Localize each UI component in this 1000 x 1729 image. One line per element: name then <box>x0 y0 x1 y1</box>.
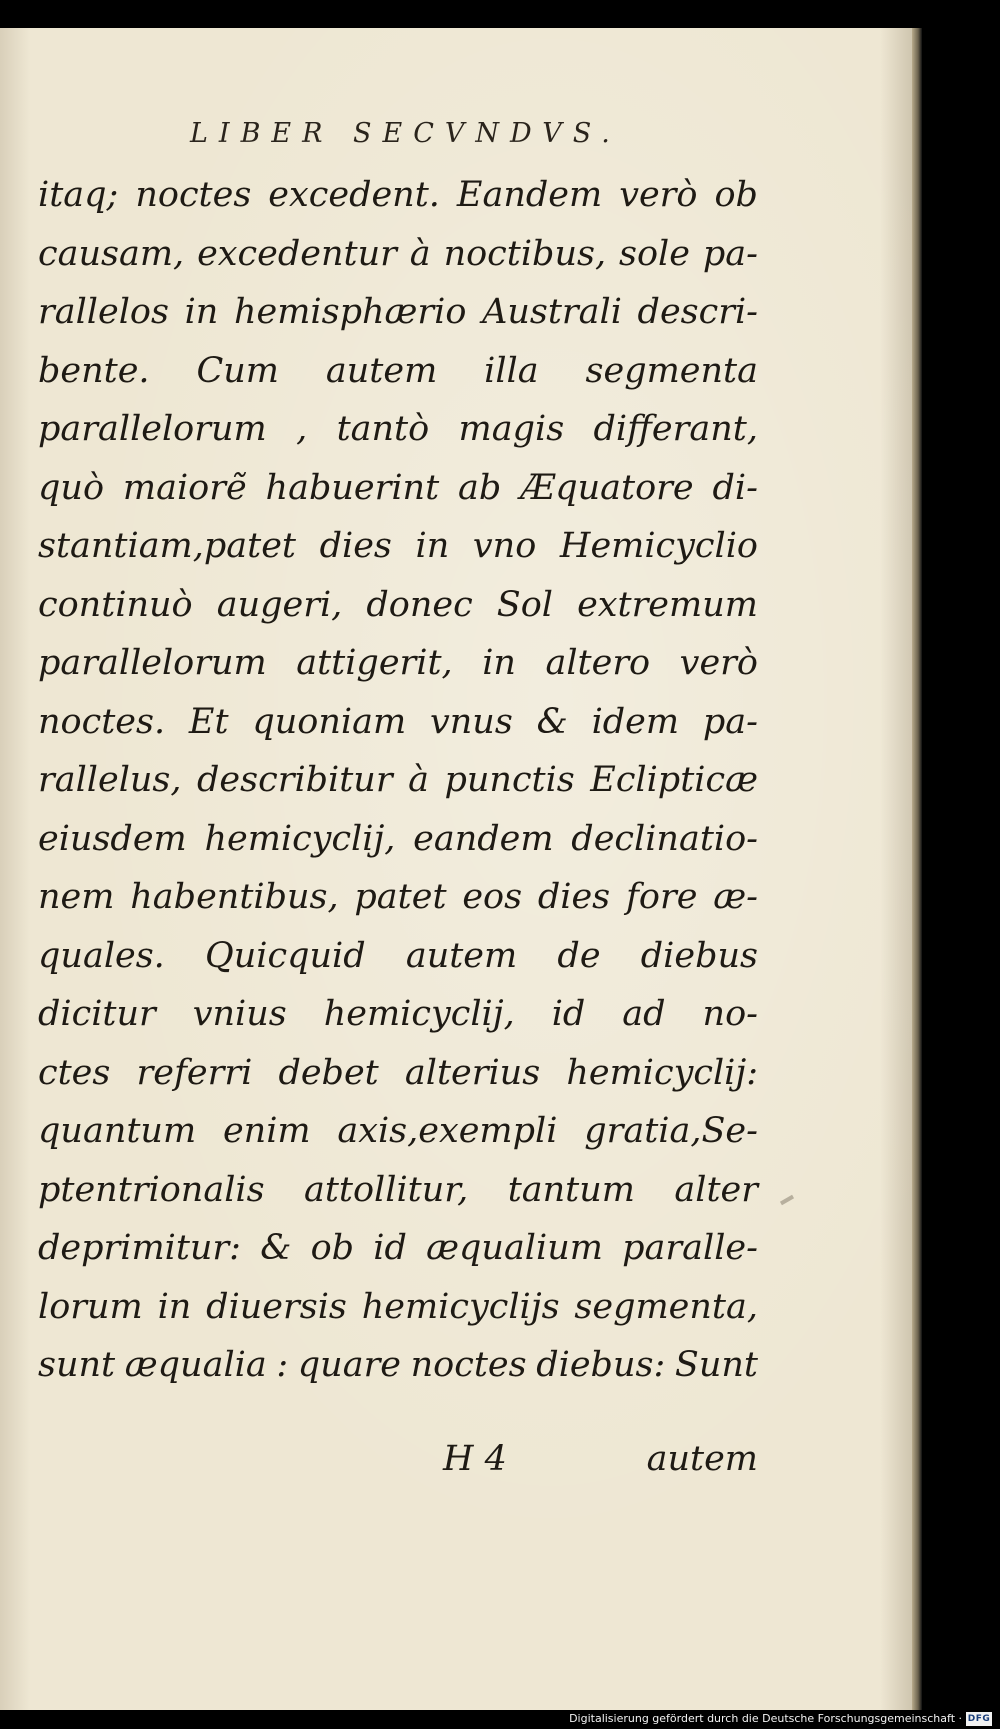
text-word: diebus: <box>536 1345 666 1385</box>
text-word: parallelorum <box>38 643 267 683</box>
text-word: tantò <box>336 409 430 449</box>
text-word: ab <box>458 467 502 508</box>
text-word: Hemicyclio <box>559 526 758 566</box>
text-word: dies <box>319 526 392 566</box>
text-word: Sol <box>496 584 553 625</box>
text-word: id <box>373 1228 407 1268</box>
text-word: punctis <box>444 760 575 800</box>
text-word: in <box>482 643 516 683</box>
text-word: Australi <box>482 292 622 332</box>
text-word: parallelorum <box>38 409 267 449</box>
text-word: ob <box>310 1228 355 1268</box>
text-line <box>38 1044 758 1103</box>
text-word: diuersis <box>206 1286 347 1327</box>
text-word: alterius <box>404 1052 541 1093</box>
text-line <box>38 459 758 518</box>
text-word: vnius <box>192 994 287 1034</box>
text-word: diebus <box>640 935 758 976</box>
text-word: id <box>551 994 586 1034</box>
text-word: vno <box>472 526 537 566</box>
text-word: quoniam <box>252 701 407 742</box>
text-word: enim <box>222 1111 311 1151</box>
text-word: à <box>409 233 431 274</box>
text-line <box>38 1161 758 1220</box>
text-line <box>38 693 758 752</box>
text-line <box>38 1336 758 1395</box>
text-word: : <box>276 1345 289 1385</box>
text-line <box>38 810 758 869</box>
text-word: causam, <box>38 233 185 274</box>
text-word: rallelus, <box>38 760 182 800</box>
text-word: æqualium <box>426 1228 603 1268</box>
text-word: extremum <box>577 584 758 625</box>
text-word: habentibus, <box>130 877 339 917</box>
text-word: ad <box>622 994 666 1034</box>
body-text <box>38 166 758 1395</box>
text-word: dicitur <box>38 994 156 1034</box>
text-word: descri- <box>637 292 758 332</box>
text-word: axis,exempli <box>337 1111 558 1151</box>
text-word: sunt <box>38 1345 116 1385</box>
dfg-logo-icon: DFG <box>967 1714 991 1724</box>
text-word: deprimitur: <box>38 1228 241 1268</box>
text-line <box>38 576 758 635</box>
text-word: maiorẽ <box>122 467 247 508</box>
ink-smudge <box>780 1195 794 1205</box>
text-word: Eclipticæ <box>590 760 758 800</box>
text-line <box>38 517 758 576</box>
text-word: autem <box>405 935 518 976</box>
text-word: , <box>296 409 308 449</box>
text-word: di- <box>712 467 758 508</box>
text-word: describitur <box>197 760 393 800</box>
text-word: bente. <box>38 350 150 391</box>
text-word: quare <box>297 1345 402 1385</box>
text-word: noctes. <box>38 701 166 742</box>
text-word: stantiam,patet <box>38 526 296 566</box>
catchword: autem <box>646 1439 758 1479</box>
text-word: pa- <box>702 701 758 742</box>
text-word: quales. <box>38 935 165 976</box>
text-word: nem <box>38 877 115 917</box>
page-foot <box>38 1430 758 1488</box>
text-word: paralle- <box>622 1228 758 1268</box>
text-word: tantum <box>507 1169 635 1210</box>
text-word: excedent. <box>268 175 440 215</box>
text-word: eandem <box>413 818 554 859</box>
text-word: verò <box>619 175 698 215</box>
text-word: idem <box>591 701 680 742</box>
text-word: de <box>557 935 601 976</box>
text-word: hemicyclijs <box>361 1286 560 1327</box>
text-word: & <box>536 701 568 742</box>
text-word: excedentur <box>197 233 397 274</box>
text-line <box>38 1278 758 1337</box>
text-word: debet <box>278 1052 379 1093</box>
text-word: referri <box>136 1052 253 1093</box>
text-line <box>38 1102 758 1161</box>
text-word: Quicquid <box>205 935 366 976</box>
text-word: differant, <box>593 409 758 449</box>
signature-mark: H 4 <box>443 1439 507 1479</box>
text-word: noctibus, <box>443 233 607 274</box>
text-word: donec <box>366 584 473 625</box>
text-word: no- <box>702 994 758 1034</box>
text-line <box>38 634 758 693</box>
text-line <box>38 927 758 986</box>
text-word: verò <box>679 643 758 683</box>
text-word: æqualia <box>124 1345 267 1385</box>
page-edge-shadow <box>912 28 922 1710</box>
digitization-credit: Digitalisierung gefördert durch die Deutsche Forschungsgemeinschaft · <box>569 1712 962 1725</box>
text-line <box>38 225 758 284</box>
text-word: fore <box>625 877 698 917</box>
running-head: LIBER SECVNDVS. <box>190 118 621 149</box>
text-word: itaq; <box>38 175 119 215</box>
text-word: ctes <box>38 1052 111 1093</box>
text-line <box>38 342 758 401</box>
text-word: autem <box>325 350 438 391</box>
book-page <box>0 28 918 1710</box>
text-word: in <box>415 526 450 566</box>
text-word: magis <box>458 409 565 449</box>
text-word: altero <box>545 643 651 683</box>
text-word: segmenta, <box>574 1286 758 1327</box>
text-word: vnus <box>429 701 513 742</box>
text-word: noctes <box>135 175 252 215</box>
text-word: quantum <box>38 1111 197 1151</box>
text-word: segmenta <box>585 350 758 391</box>
text-word: quò <box>38 467 105 508</box>
text-word: in <box>157 1286 192 1327</box>
text-word: rallelos <box>38 292 169 332</box>
text-line <box>38 1219 758 1278</box>
text-word: alter <box>674 1169 758 1210</box>
text-word: ob <box>714 175 758 215</box>
text-line <box>38 985 758 1044</box>
text-word: hemisphærio <box>233 292 467 332</box>
text-word: sole <box>619 233 690 274</box>
text-line <box>38 868 758 927</box>
text-line <box>38 283 758 342</box>
text-line <box>38 400 758 459</box>
text-word: Eandem <box>456 175 603 215</box>
text-word: eiusdem <box>38 818 187 859</box>
text-word: eos <box>462 877 523 917</box>
text-word: & <box>260 1228 292 1268</box>
text-word: Et <box>188 701 229 742</box>
text-line <box>38 751 758 810</box>
text-word: à <box>408 760 429 800</box>
text-word: continuò <box>38 584 193 625</box>
text-word: illa <box>484 350 539 391</box>
text-word: habuerint <box>265 467 440 508</box>
text-word: Cum <box>196 350 279 391</box>
text-word: Æquatore <box>520 467 694 508</box>
text-word: pa- <box>702 233 758 274</box>
text-word: hemicyclij, <box>323 994 515 1034</box>
text-line <box>38 166 758 225</box>
text-word: æ- <box>713 877 758 917</box>
text-word: in <box>184 292 219 332</box>
text-word: patet <box>354 877 447 917</box>
text-word: hemicyclij: <box>566 1052 758 1093</box>
text-word: augeri, <box>216 584 343 625</box>
text-word: attollitur, <box>303 1169 469 1210</box>
text-word: noctes <box>410 1345 527 1385</box>
text-word: lorum <box>38 1286 143 1327</box>
text-word: dies <box>537 877 611 917</box>
text-word: hemicyclij, <box>204 818 396 859</box>
text-word: attigerit, <box>296 643 453 683</box>
text-word: declinatio- <box>571 818 758 859</box>
text-word: gratia,Se- <box>584 1111 758 1151</box>
text-word: Sunt <box>674 1345 758 1385</box>
text-word: ptentrionalis <box>38 1169 265 1210</box>
